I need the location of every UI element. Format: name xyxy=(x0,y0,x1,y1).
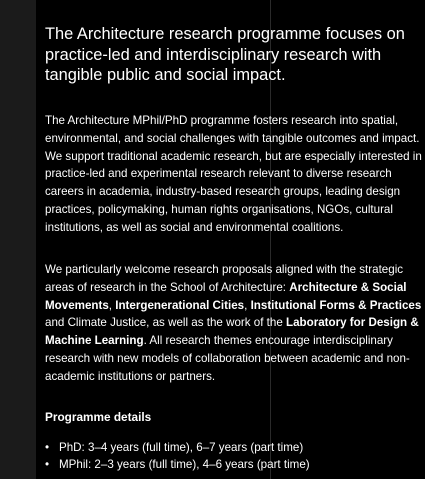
paragraph-text: and Climate Justice, as well as the work of the xyxy=(45,316,287,330)
list-item xyxy=(45,439,310,456)
list-item-text: PhD: 3–4 years (full time), 6–7 years (part time) xyxy=(59,441,304,454)
left-margin-strip xyxy=(0,0,36,479)
separator: , xyxy=(108,298,116,312)
programme-description-paragraph: The Architecture MPhil/PhD programme fosters research into spatial, environmental, and social challenges with tangible outcomes and impact. We support traditional academic research, but are especially interested in practice-led and experimental research relevant to diverse research careers in academia, industry-based research groups, leading design practices, policymaking, human rights organisations, NGOs, cultural institutions, as well as social and environmental coalitions. xyxy=(45,114,422,234)
programme-details-list xyxy=(45,439,310,473)
intro-heading: The Architecture research programme focuses on practice-led and interdisciplinary research with tangible public and social impact. xyxy=(45,25,405,84)
research-area-intergenerational-cities: Intergenerational Cities xyxy=(115,298,245,312)
bullet-icon: • xyxy=(45,441,50,454)
design-machine-learning-lab: Laboratory for Design & Machine Learning xyxy=(45,316,419,348)
programme-details-heading: Programme details xyxy=(45,410,152,424)
bullet-icon: • xyxy=(45,458,50,471)
research-area-institutional-forms: Institutional Forms & Practices xyxy=(250,298,422,312)
paragraph-text: . All research themes encourage interdisciplinary research with new models of collaboration between academic and non-academic institutions or partners. xyxy=(45,334,410,383)
separator: , xyxy=(244,298,251,312)
main-content xyxy=(36,0,425,479)
paragraph-text: We particularly welcome research proposals aligned with the strategic areas of research in the School of Architecture: xyxy=(45,263,404,294)
list-item-text: MPhil: 2–3 years (full time), 4–6 years (part time) xyxy=(59,458,310,471)
research-areas-paragraph xyxy=(45,261,425,386)
research-area-social-movements: Architecture & Social Movements xyxy=(45,280,407,312)
list-item xyxy=(45,456,310,473)
